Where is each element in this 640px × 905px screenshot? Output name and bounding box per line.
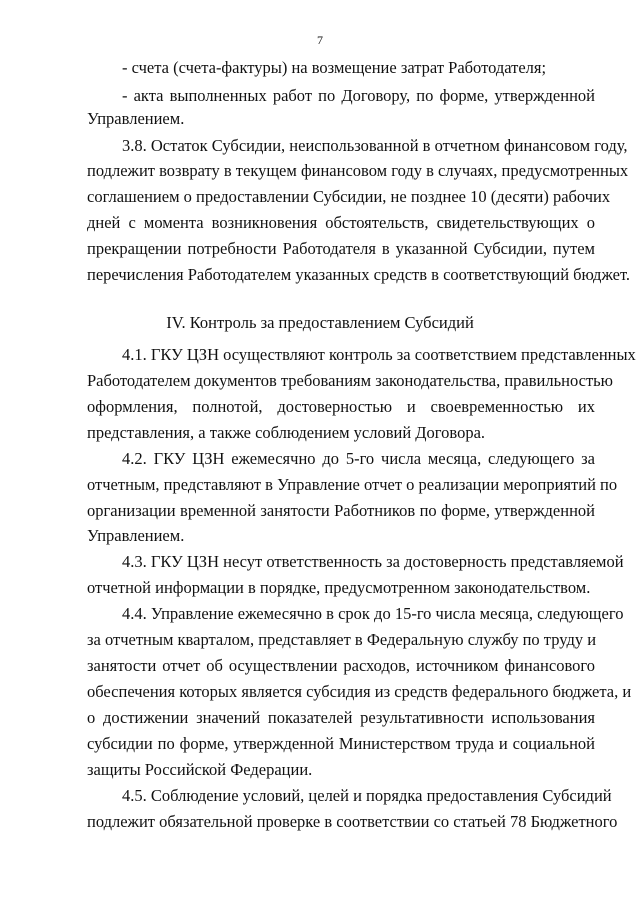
text-line: - счета (счета-фактуры) на возмещение затрат Работодателя; [122, 58, 547, 77]
text-line: - акта выполненных работ по Договору, по форме, утвержденной [122, 86, 595, 105]
text-line: перечисления Работодателем указанных средств в соответствующий бюджет. [87, 265, 631, 284]
text-line: 4.1. ГКУ ЦЗН осуществляют контроль за соответствием представленных [122, 345, 636, 364]
text-line: Работодателем документов требованиям законодательства, правильностью [87, 371, 614, 390]
text-line: 4.5. Соблюдение условий, целей и порядка предоставления Субсидий [122, 786, 612, 805]
text-line: 4.2. ГКУ ЦЗН ежемесячно до 5-го числа месяца, следующего за [122, 449, 595, 468]
text-line: занятости отчет об осуществлении расходов, источником финансового [87, 656, 595, 675]
text-line: о достижении значений показателей результативности использования [87, 708, 595, 727]
text-line: защиты Российской Федерации. [87, 760, 313, 779]
text-line: Управлением. [87, 526, 185, 545]
text-line: подлежит возврату в текущем финансовом году в случаях, предусмотренных [87, 161, 629, 180]
text-line: организации временной занятости Работников по форме, утвержденной [87, 501, 595, 520]
text-line: оформления, полнотой, достоверностью и своевременностью их [87, 397, 595, 416]
text-line: субсидии по форме, утвержденной Министерством труда и социальной [87, 734, 595, 753]
text-line: дней с момента возникновения обстоятельств, свидетельствующих о [87, 213, 595, 232]
text-line: прекращении потребности Работодателя в указанной Субсидии, путем [87, 239, 595, 258]
text-line: обеспечения которых является субсидия из средств федерального бюджета, и [87, 682, 632, 701]
section-heading: IV. Контроль за предоставлением Субсидий [166, 313, 474, 332]
text-line: представления, а также соблюдением условий Договора. [87, 423, 486, 442]
text-line: за отчетным кварталом, представляет в Федеральную службу по труду и [87, 630, 597, 649]
text-line: 4.3. ГКУ ЦЗН несут ответственность за достоверность представляемой [122, 552, 624, 571]
text-line: 4.4. Управление ежемесячно в срок до 15-го числа месяца, следующего [122, 604, 624, 623]
page-number: 7 [317, 33, 323, 47]
text-line: соглашением о предоставлении Субсидии, не позднее 10 (десяти) рабочих [87, 187, 611, 206]
text-line: подлежит обязательной проверке в соответствии со статьей 78 Бюджетного [87, 812, 618, 831]
text-line: отчетной информации в порядке, предусмотренном законодательством. [87, 578, 591, 597]
text-line: Управлением. [87, 109, 185, 128]
text-line: 3.8. Остаток Субсидии, неиспользованной в отчетном финансовом году, [122, 136, 628, 155]
text-line: отчетным, представляют в Управление отчет о реализации мероприятий по [87, 475, 618, 494]
